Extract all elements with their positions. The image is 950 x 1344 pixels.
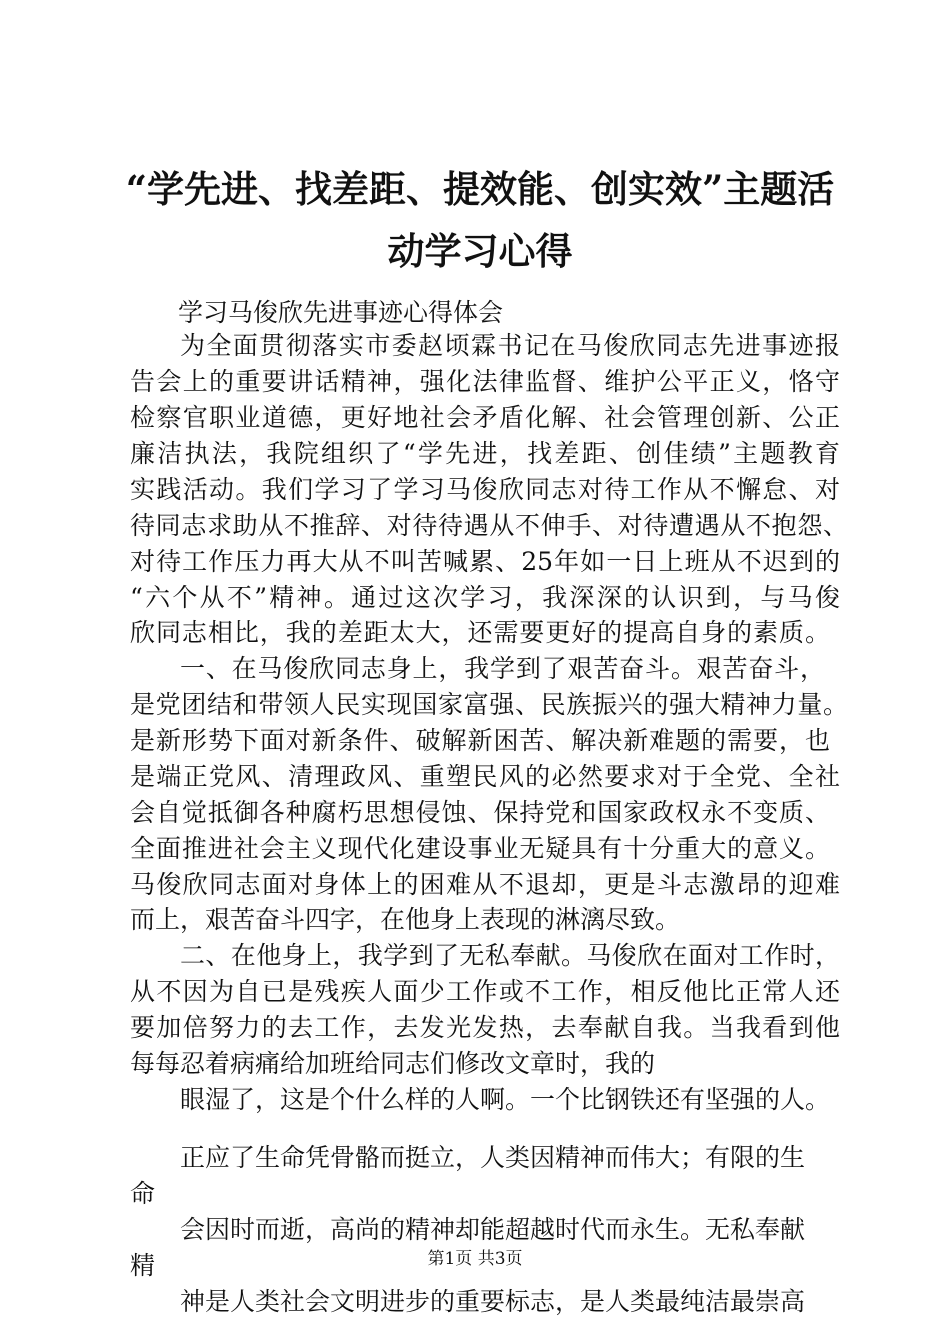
paragraph-line: 正应了生命凭骨骼而挺立，人类因精神而伟大；有限的生 (180, 1143, 806, 1172)
paragraph-line: 精 (130, 1251, 156, 1280)
paragraph-line: 是端正党风、清理政风、重塑民风的必然要求对于全党、全社 (130, 762, 840, 791)
paragraph-line: 是新形势下面对新条件、破解新困苦、解决新难题的需要，也 (130, 726, 830, 755)
paragraph-line: “六个从不”精神。通过这次学习，我深深的认识到，与马俊 (130, 583, 840, 612)
paragraph-line: 对待工作压力再大从不叫苦喊累、25年如一日上班从不迟到的 (130, 547, 840, 576)
document-title-line-1: “学先进、找差距、提效能、创实效”主题活 (125, 167, 835, 211)
paragraph-line: 马俊欣同志面对身体上的困难从不退却，更是斗志激昂的迎难 (130, 870, 840, 899)
paragraph-line: 而上，艰苦奋斗四字，在他身上表现的淋漓尽致。 (130, 905, 681, 934)
paragraph-line: 待同志求助从不推辞、对待待遇从不伸手、对待遭遇从不抱怨、 (130, 511, 848, 540)
paragraph-line: 命 (130, 1179, 156, 1208)
paragraph-line: 实践活动。我们学习了学习马俊欣同志对待工作从不懈怠、对 (130, 475, 840, 504)
paragraph-line: 会自觉抵御各种腐朽思想侵蚀、保持党和国家政权永不变质、 (130, 798, 830, 827)
paragraph-line: 为全面贯彻落实市委赵顷霖书记在马俊欣同志先进事迹报 (180, 331, 840, 360)
paragraph-line: 二、在他身上，我学到了无私奉献。马俊欣在面对工作时， (180, 941, 840, 970)
paragraph-line: 会因时而逝，高尚的精神却能超越时代而永生。无私奉献 (180, 1215, 806, 1244)
paragraph-line: 廉洁执法，我院组织了“学先进，找差距、创佳绩”主题教育 (130, 439, 840, 468)
document-title-line-2: 动学习心得 (387, 229, 573, 273)
paragraph-line: 神是人类社会文明进步的重要标志，是人类最纯洁最崇高 (180, 1287, 806, 1316)
paragraph-line: 每每忍着病痛给加班给同志们修改文章时，我的 (130, 1049, 656, 1078)
paragraph-line: 全面推进社会主义现代化建设事业无疑具有十分重大的意义。 (130, 834, 830, 863)
paragraph-line: 告会上的重要讲话精神，强化法律监督、维护公平正义，恪守 (130, 367, 840, 396)
paragraph-line: 要加倍努力的去工作，去发光发热，去奉献自我。当我看到他 (130, 1013, 840, 1042)
paragraph-line: 眼湿了，这是个什么样的人啊。一个比钢铁还有坚强的人。 (180, 1085, 831, 1114)
subtitle: 学习马俊欣先进事迹心得体会 (178, 298, 504, 327)
paragraph-line: 一、在马俊欣同志身上，我学到了艰苦奋斗。艰苦奋斗， (180, 654, 825, 683)
paragraph-line: 欣同志相比，我的差距太大，还需要更好的提高自身的素质。 (130, 618, 830, 647)
paragraph-line: 是党团结和带领人民实现国家富强、民族振兴的强大精神力量。 (130, 690, 848, 719)
paragraph-line: 检察官职业道德，更好地社会矛盾化解、社会管理创新、公正 (130, 403, 840, 432)
page-footer: 第1页 共3页 (427, 1249, 523, 1269)
paragraph-line: 从不因为自已是残疾人面少工作或不工作，相反他比正常人还 (130, 977, 840, 1006)
